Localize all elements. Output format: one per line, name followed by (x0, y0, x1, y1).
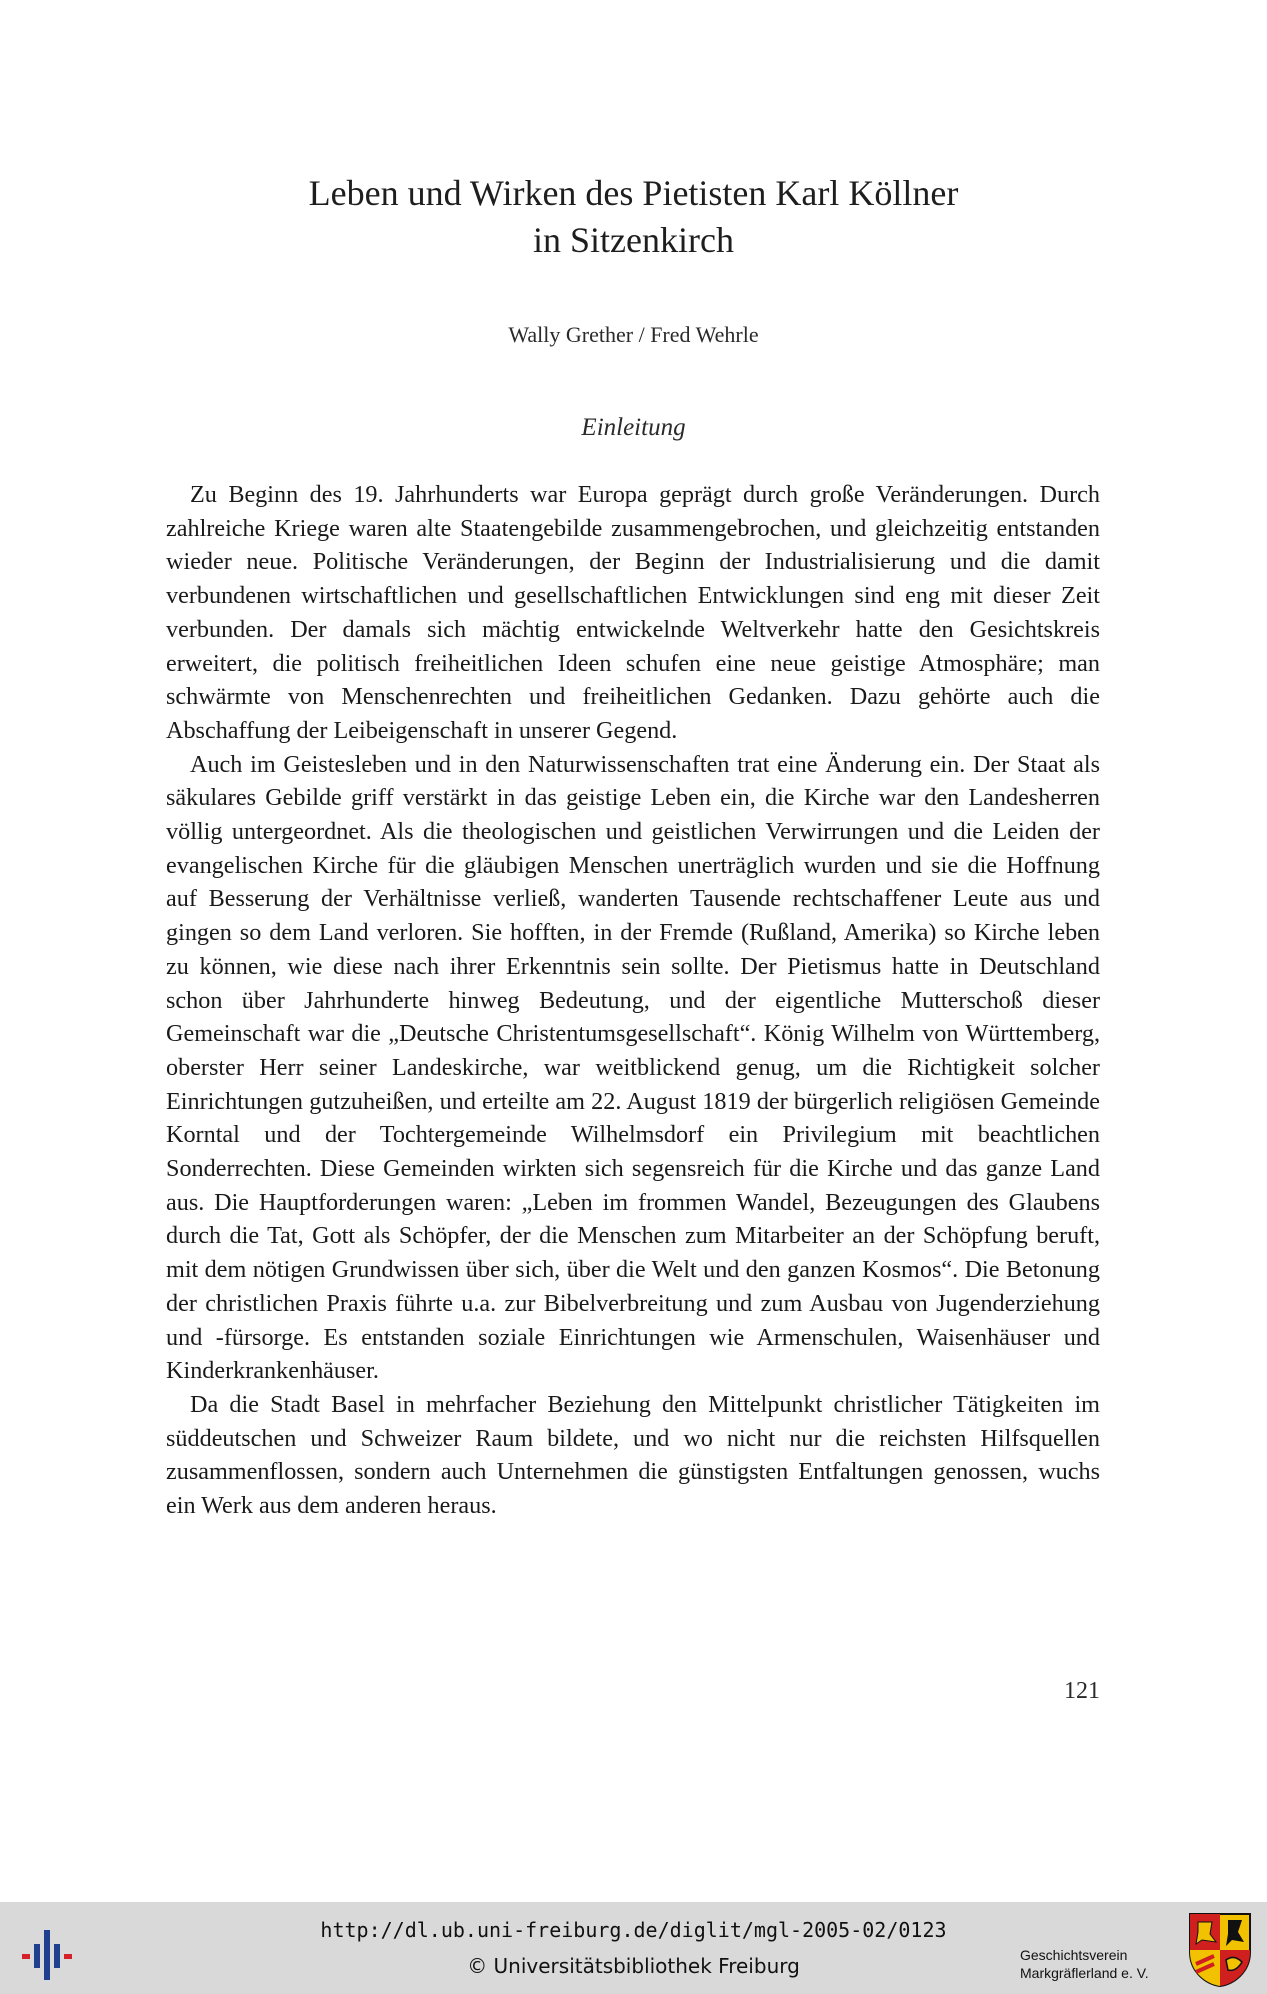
article-body (166, 478, 1100, 1523)
article-title (0, 170, 1267, 264)
article-title-line-2: in Sitzenkirch (533, 220, 734, 260)
footer-bar (0, 1902, 1267, 1994)
society-name-line-2: Markgräflerland e. V. (1020, 1965, 1149, 1981)
article-authors: Wally Grether / Fred Wehrle (508, 322, 759, 347)
coat-of-arms-icon (1188, 1912, 1252, 1988)
society-name (1020, 1946, 1180, 1982)
society-name-line-1: Geschichtsverein (1020, 1947, 1128, 1963)
page-number: 121 (1064, 1678, 1100, 1704)
copyright-notice: © Universitätsbibliothek Freiburg (467, 1954, 800, 1978)
article-title-line-1: Leben und Wirken des Pietisten Karl Köllner (308, 173, 959, 213)
paragraph: Da die Stadt Basel in mehrfacher Beziehung den Mittelpunkt christlicher Tätigkeiten im süddeutschen und Schweizer Raum bildete, und wo nicht nur die reichsten Hilfsquellen zusammenflossen, sondern auch Unternehmen die günstigsten Entfaltungen genossen, wuchs ein Werk aus dem anderen heraus. (166, 1390, 1100, 1520)
paragraph: Zu Beginn des 19. Jahrhunderts war Europa geprägt durch große Veränderungen. Durch zahlreiche Kriege waren alte Staatengebilde zusammengebrochen, und gleichzeitig entstanden wieder neue. Politische Veränderungen, der Beginn der Industrialisierung und die damit verbundenen wirtschaftlichen und gesellschaftlichen Entwicklungen sind eng mit dieser Zeit verbunden. Der damals sich mächtig entwickelnde Weltverkehr hatte den Gesichtskreis erweitert, die politisch freiheitlichen Ideen schufen eine neue geistige Atmosphäre; man schwärmte von Menschenrechten und freiheitlichen Gedanken. Dazu gehörte auch die Abschaffung der Leibeigenschaft in unserer Gegend. (166, 481, 1100, 744)
paragraph: Auch im Geistesleben und in den Naturwissenschaften trat eine Änderung ein. Der Staat als säkulares Gebilde griff verstärkt in das geistige Leben ein, die Kirche war den Landesherren völlig untergeordnet. Als die theologischen und geistlichen Verwirrungen und die Leiden der evangelischen Kirche für die gläubigen Menschen unerträglich wurden und sie die Hoffnung auf Besserung der Verhältnisse verließ, wanderten Tausende rechtschaffener Leute aus und gingen so dem Land verloren. Sie hofften, in der Fremde (Rußland, Amerika) so Kirche leben zu können, wie diese nach ihrer Erkenntnis sein sollte. Der Pietismus hatte in Deutschland schon über Jahrhunderte hinweg Bedeutung, und der eigentliche Mutterschoß dieser Gemeinschaft war die „Deutsche Christentumsgesellschaft“. König Wilhelm von Württemberg, oberster Herr seiner Landeskirche, war weitblickend genug, um die Richtigkeit solcher Einrichtungen gutzuheißen, und erteilte am 22. August 1819 der bürgerlich religiösen Gemeinde Korntal und der Tochtergemeinde Wilhelmsdorf ein Privilegium mit beachtlichen Sonderrechten. Diese Gemeinden wirkten sich segensreich für die Kirche und das ganze Land aus. Die Hauptforderungen waren: „Leben im frommen Wandel, Bezeugungen des Glaubens durch die Tat, Gott als Schöpfer, der die Menschen zum Mitarbeiter an der Schöpfung beruft, mit dem nötigen Grundwissen über sich, über die Welt und den ganzen Kosmos“. Die Betonung der christlichen Praxis führte u.a. zur Bibelverbreitung und zum Ausbau von Jugenderziehung und -fürsorge. Es entstanden soziale Einrichtungen wie Armenschulen, Waisenhäuser und Kinderkrankenhäuser. (166, 750, 1100, 1385)
section-heading: Einleitung (581, 414, 686, 441)
document-url-link[interactable]: http://dl.ub.uni-freiburg.de/diglit/mgl-2005-02/0123 (320, 1918, 947, 1942)
